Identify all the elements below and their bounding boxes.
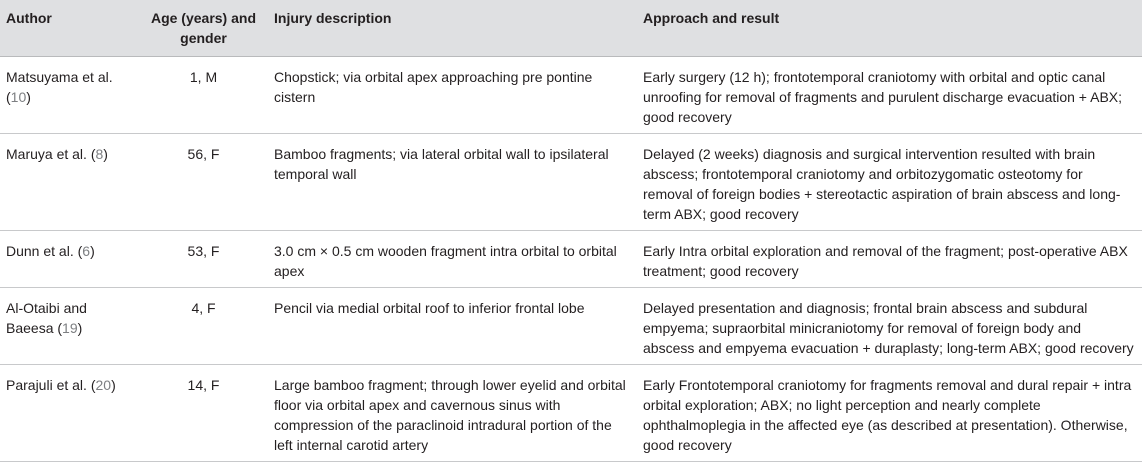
header-injury: Injury description xyxy=(268,0,637,57)
table-row xyxy=(0,365,1142,462)
table-row xyxy=(0,231,1142,288)
reference-link[interactable]: 6 xyxy=(82,243,91,259)
approach-cell: Delayed presentation and diagnosis; frontal brain abscess and subdural empyema; supraorbital minicraniotomy for removal of foreign body and abscess and empyema evacuation + duraplasty; long-term ABX; good recovery xyxy=(637,288,1142,365)
reference-link[interactable]: 20 xyxy=(95,377,112,393)
injury-cell: Bamboo fragments; via lateral orbital wall to ipsilateral temporal wall xyxy=(268,134,637,231)
age-cell: 1, M xyxy=(139,57,268,134)
author-cell: Matsuyama et al. (10) xyxy=(0,57,139,134)
author-name: Dunn et al. xyxy=(6,243,74,259)
header-approach: Approach and result xyxy=(637,0,1142,57)
age-cell: 53, F xyxy=(139,231,268,288)
author-cell: Maruya et al. (8) xyxy=(0,134,139,231)
age-cell: 4, F xyxy=(139,288,268,365)
table-row xyxy=(0,134,1142,231)
injury-cell: Pencil via medial orbital roof to inferior frontal lobe xyxy=(268,288,637,365)
injury-cell: Large bamboo fragment; through lower eyelid and orbital floor via orbital apex and cavernous sinus with compression of the paraclinoid intradural portion of the left internal carotid artery xyxy=(268,365,637,462)
author-cell: Al-Otaibi and Baeesa (19) xyxy=(0,288,139,365)
header-author: Author xyxy=(0,0,139,57)
injury-cell: 3.0 cm × 0.5 cm wooden fragment intra orbital to orbital apex xyxy=(268,231,637,288)
approach-cell: Early Intra orbital exploration and removal of the fragment; post-operative ABX treatment; good recovery xyxy=(637,231,1142,288)
table-header xyxy=(0,0,1142,57)
approach-cell: Delayed (2 weeks) diagnosis and surgical intervention resulted with brain abscess; frontotemporal craniotomy and orbitozygomatic osteotomy for removal of foreign bodies + stereotactic aspiration of brain abscess and long-term ABX; good recovery xyxy=(637,134,1142,231)
author-name: Maruya et al. xyxy=(6,146,87,162)
approach-cell: Early surgery (12 h); frontotemporal craniotomy with orbital and optic canal unroofing for removal of fragments and purulent discharge evacuation + ABX; good recovery xyxy=(637,57,1142,134)
author-cell: Dunn et al. (6) xyxy=(0,231,139,288)
table-body xyxy=(0,57,1142,462)
table-row xyxy=(0,288,1142,365)
author-name: Parajuli et al. xyxy=(6,377,87,393)
author-cell: Parajuli et al. (20) xyxy=(0,365,139,462)
age-cell: 14, F xyxy=(139,365,268,462)
reference-link[interactable]: 8 xyxy=(95,146,104,162)
author-name: Matsuyama et al. xyxy=(6,69,113,85)
injury-cell: Chopstick; via orbital apex approaching pre pontine cistern xyxy=(268,57,637,134)
header-age: Age (years) and gender xyxy=(139,0,268,57)
reference-link[interactable]: 10 xyxy=(10,89,27,105)
reference-link[interactable]: 19 xyxy=(62,320,78,336)
author-name: Al-Otaibi and Baeesa xyxy=(6,300,87,336)
age-cell: 56, F xyxy=(139,134,268,231)
table-row xyxy=(0,57,1142,134)
approach-cell: Early Frontotemporal craniotomy for fragments removal and dural repair + intra orbital exploration; ABX; no light perception and nearly complete ophthalmoplegia in the affected eye (as described at presentation). Otherwise, good recovery xyxy=(637,365,1142,462)
header-row xyxy=(0,0,1142,57)
